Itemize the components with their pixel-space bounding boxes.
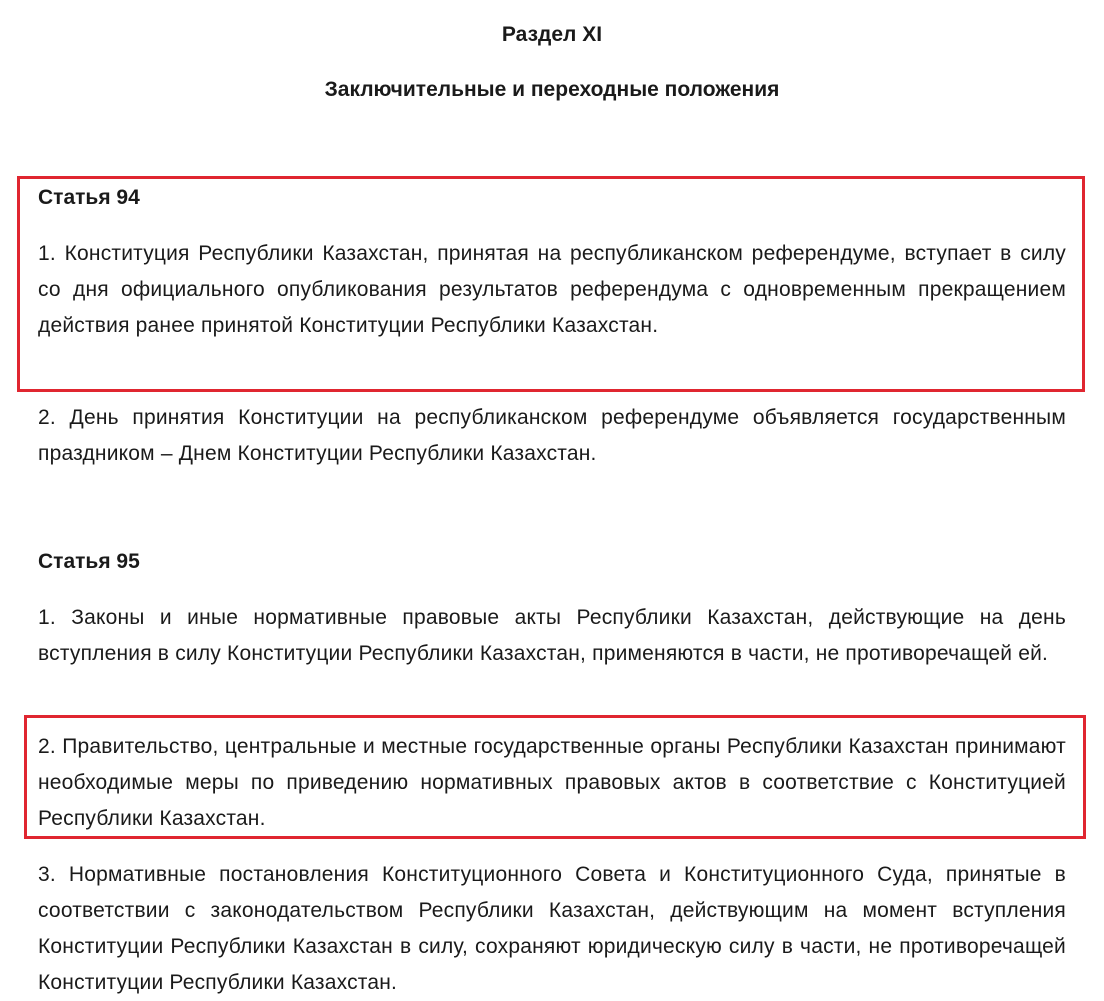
article-95-paragraph-2: 2. Правительство, центральные и местные государственные органы Республики Казахстан принимают необходимые меры по приведению нормативных правовых актов в соответствие с Конституцией Республики Казахстан. [38, 735, 1066, 830]
section-title: Заключительные и переходные положения [324, 78, 780, 101]
article-95-paragraph-3: 3. Нормативные постановления Конституционного Совета и Конституционного Суда, принятые в соответствии с законодательством Республики Казахстан, действующим на момент вступления Конституции Республики Казахстан в силу, сохраняют юридическую силу в части, не противоречащей Конституции Республики Казахстан. [38, 863, 1066, 994]
article-95-title: Статья 95 [38, 550, 140, 573]
article-95-paragraph-1: 1. Законы и иные нормативные правовые акты Республики Казахстан, действующие на день вступления в силу Конституции Республики Казахстан, применяются в части, не противоречащей ей. [38, 606, 1066, 665]
article-94-title: Статья 94 [38, 186, 140, 209]
article-94-paragraph-2: 2. День принятия Конституции на республиканском референдуме объявляется государственным праздником – Днем Конституции Республики Казахстан. [38, 406, 1066, 465]
article-94-paragraph-1: 1. Конституция Республики Казахстан, принятая на республиканском референдуме, вступает в силу со дня официального опубликования результатов референдума с одновременным прекращением действия ранее принятой Конституции Республики Казахстан. [38, 242, 1066, 337]
section-label: Раздел XI [501, 23, 603, 46]
